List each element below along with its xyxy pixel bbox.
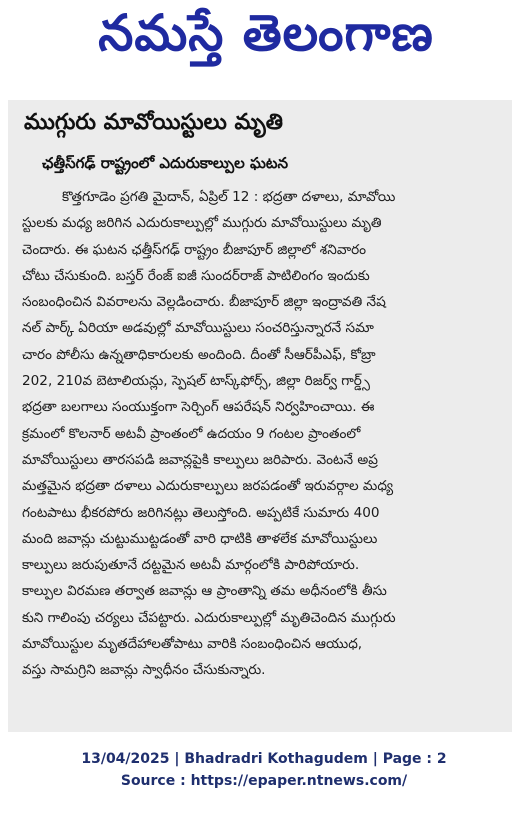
article-body: [22, 184, 500, 684]
article-line: కాల్పులు జరుపుతూనే దట్టమైన అటవీ మార్గంలోకి పారిపోయారు.: [22, 557, 360, 574]
article-line: క్రమంలో కొలనార్ అటవీ ప్రాంతంలో ఉదయం 9 గంటల ప్రాంతంలో: [22, 425, 361, 442]
article-line: మత్తమైన భద్రతా దళాలు ఎదురుకాల్పులు జరపడంతో ఇరువర్గాల మధ్య: [22, 478, 394, 495]
article-headline: ముగ్గురు మావోయిస్టులు మృతి: [24, 110, 283, 135]
footer: [0, 748, 528, 792]
news-clipping: [8, 100, 512, 732]
article-line: చెందారు. ఈ ఘటన ఛత్తీస్‌గఢ్ రాష్ట్రం బీజాపూర్ జిల్లాలో శనివారం: [22, 241, 367, 258]
article-line: భద్రతా బలగాలు సంయుక్తంగా సెర్చింగ్ ఆపరేషన్ నిర్వహించాయి. ఈ: [22, 399, 375, 416]
article-line: చారం పోలీసు ఉన్నతాధికారులకు అందింది. దీంతో సీఆర్‌పీఎఫ్, కోబ్రా: [22, 346, 376, 363]
article-line: స్టులకు మధ్య జరిగిన ఎదురుకాల్పుల్లో ముగ్గురు మావోయిస్టులు మృతి: [22, 215, 382, 232]
article-line: నల్ పార్క్ ఏరియా అడవుల్లో మావోయిస్టులు సంచరిస్తున్నారనే సమా: [22, 320, 374, 337]
article-line: కొత్తగూడెం ప్రగతి మైదాన్, ఏప్రిల్ 12 : భద్రతా దళాలు, మావోయి: [62, 189, 396, 205]
masthead: [0, 0, 528, 78]
article-line: కుని గాలింపు చర్యలు చేపట్టారు. ఎదురుకాల్పుల్లో మృతిచెందిన ముగ్గురు: [22, 609, 396, 626]
article-line: చోటు చేసుకుంది. బస్తర్ రేంజ్ ఐజీ సుందర్‌రాజ్ పాటిలింగం ఇందుకు: [22, 267, 370, 284]
article-line: కాల్పుల విరమణ తర్వాత జవాన్లు ఆ ప్రాంతాన్ని తమ అధీనంలోకి తీసు: [22, 583, 387, 600]
source-line: Source : https://epaper.ntnews.com/: [120, 773, 408, 789]
article-line: 202, 210వ బెటాలియన్లు, స్పెషల్ టాస్క్‌ఫోర్స్, జిల్లా రిజర్వ్ గార్డ్స్: [22, 373, 370, 390]
article-line: మంది జవాన్లు చుట్టుముట్టడంతో వారి ధాటికి తాళలేక మావోయిస్టులు: [22, 530, 378, 547]
article-line: మావోయిస్టుల మృతదేహాలతోపాటు వారికి సంబంధించిన ఆయుధ,: [22, 636, 363, 653]
article-line: వస్తు సామగ్రిని జవాన్లు స్వాధీనం చేసుకున్నారు.: [22, 662, 266, 679]
article-subheadline: ఛత్తీస్‌గఢ్ రాష్ట్రంలో ఎదురుకాల్పుల ఘటన: [42, 154, 288, 172]
article-line: గంటపాటు భీకరపోరు జరిగినట్లు తెలుస్తోంది. అప్పటికే సుమారు 400: [22, 504, 380, 521]
article-line: మావోయిస్టులు తారసపడి జవాన్లపైకి కాల్పులు జరిపారు. వెంటనే అప్ర: [22, 451, 378, 468]
edition-line: 13/04/2025 | Bhadradri Kothagudem | Page : 2: [81, 751, 447, 767]
newspaper-logo: నమస్తే తెలంగాణ: [98, 3, 434, 62]
article-line: సంబంధించిన వివరాలను వెల్లడించారు. బీజాపూర్ జిల్లా ఇంద్రావతి నేష: [22, 294, 386, 311]
